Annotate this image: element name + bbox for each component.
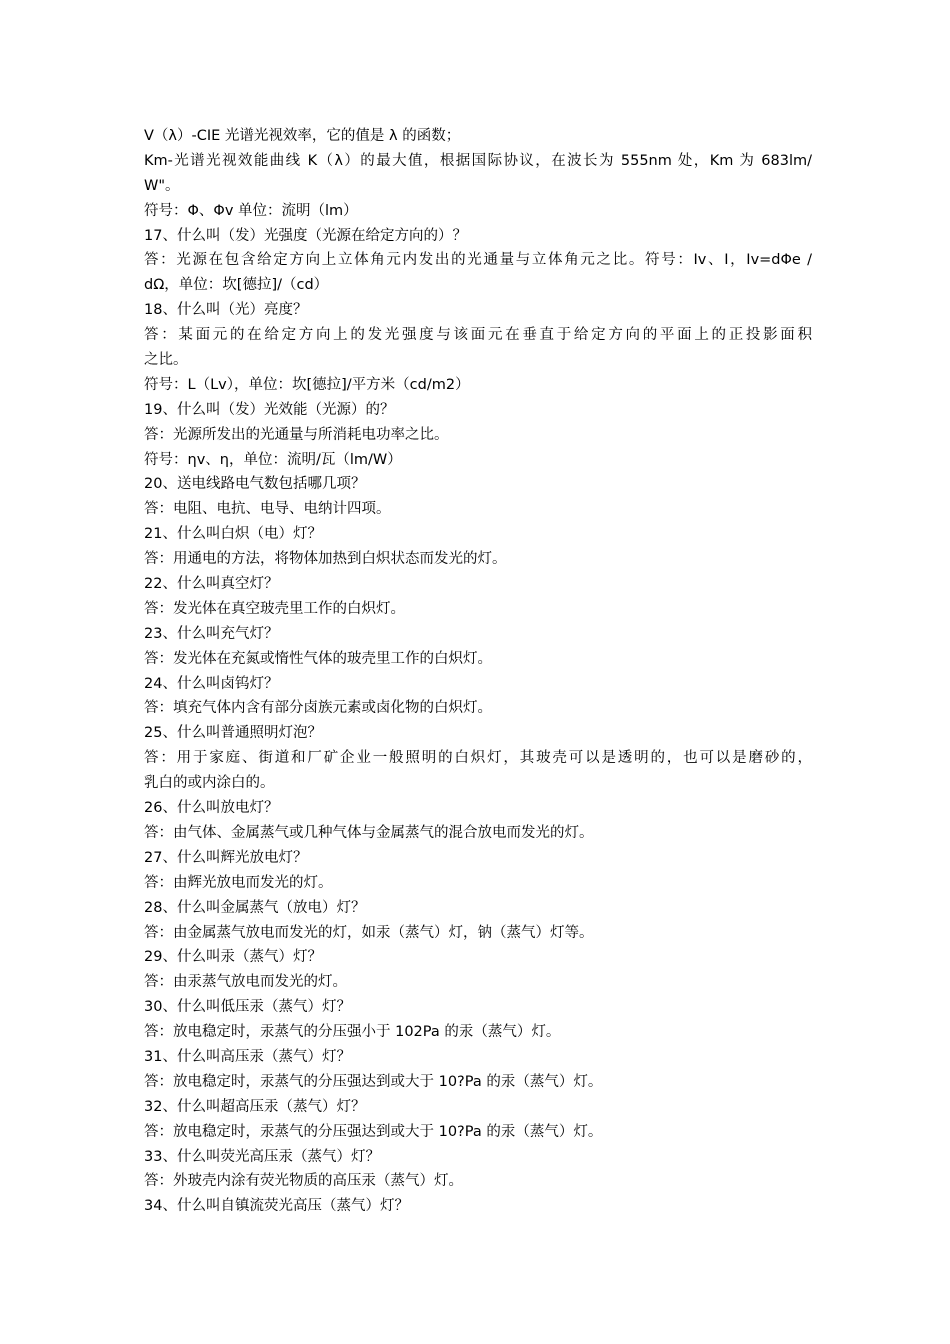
question-31: 31、什么叫高压汞（蒸气）灯？	[144, 1048, 351, 1065]
answer-20: 答：电阻、电抗、电导、电纳计四项。	[144, 501, 391, 518]
answer-32: 答：放电稳定时，汞蒸气的分压强达到或大于 10?Pa 的汞（蒸气）灯。	[144, 1123, 603, 1140]
question-26: 26、什么叫放电灯？	[144, 800, 279, 817]
text-line: V（λ）-CIE 光谱光视效率，它的值是 λ 的函数；	[144, 128, 461, 144]
question-22: 22、什么叫真空灯？	[144, 576, 279, 593]
text-line: 符号：L（Lv），单位：坎[德拉]/平方米（cd/m2）	[144, 376, 470, 393]
question-32: 32、什么叫超高压汞（蒸气）灯？	[144, 1098, 366, 1115]
answer-17: 答：光源在包含给定方向上立体角元内发出的光通量与立体角元之比。符号：Iv、I，Iv=dΦe /	[144, 252, 812, 269]
question-19: 19、什么叫（发）光效能（光源）的？	[144, 401, 395, 418]
question-18: 18、什么叫（光）亮度？	[144, 302, 308, 319]
answer-19: 答：光源所发出的光通量与所消耗电功率之比。	[144, 426, 449, 443]
question-30: 30、什么叫低压汞（蒸气）灯？	[144, 999, 351, 1016]
question-21: 21、什么叫白炽（电）灯？	[144, 526, 322, 543]
answer-30: 答：放电稳定时，汞蒸气的分压强小于 102Pa 的汞（蒸气）灯。	[144, 1024, 561, 1041]
answer-22: 答：发光体在真空玻壳里工作的白炽灯。	[144, 600, 405, 617]
question-20: 20、送电线路电气数包括哪几项？	[144, 476, 366, 493]
answer-33: 答：外玻壳内涂有荧光物质的高压汞（蒸气）灯。	[144, 1173, 463, 1190]
answer-18: 答：某面元的在给定方向上的发光强度与该面元在垂直于给定方向的平面上的正投影面积	[144, 327, 812, 344]
document-body	[144, 124, 812, 1219]
text-line: W"。	[144, 177, 180, 194]
answer-23: 答：发光体在充氮或惰性气体的玻壳里工作的白炽灯。	[144, 650, 492, 667]
text-line: 符号：Φ、Φv 单位：流明（lm）	[144, 202, 358, 219]
question-33: 33、什么叫荧光高压汞（蒸气）灯？	[144, 1148, 380, 1165]
question-24: 24、什么叫卤钨灯？	[144, 675, 279, 692]
text-line: 乳白的或内涂白的。	[144, 775, 275, 792]
answer-27: 答：由辉光放电而发光的灯。	[144, 874, 333, 891]
text-line: 符号：ηv、η，单位：流明/瓦（lm/W）	[144, 451, 402, 468]
question-34: 34、什么叫自镇流荧光高压（蒸气）灯？	[144, 1198, 409, 1215]
text-line: dΩ，单位：坎[德拉]/（cd）	[144, 277, 329, 294]
question-23: 23、什么叫充气灯？	[144, 625, 279, 642]
answer-24: 答：填充气体内含有部分卤族元素或卤化物的白炽灯。	[144, 700, 492, 717]
text-line: 之比。	[144, 352, 188, 369]
answer-31: 答：放电稳定时，汞蒸气的分压强达到或大于 10?Pa 的汞（蒸气）灯。	[144, 1073, 603, 1090]
question-17: 17、什么叫（发）光强度（光源在给定方向的）？	[144, 227, 467, 244]
question-25: 25、什么叫普通照明灯泡？	[144, 725, 322, 742]
question-29: 29、什么叫汞（蒸气）灯？	[144, 949, 322, 966]
answer-29: 答：由汞蒸气放电而发光的灯。	[144, 974, 347, 991]
text-line: Km-光谱光视效能曲线 K（λ）的最大值，根据国际协议，在波长为 555nm 处，Km 为 683lm/	[144, 152, 812, 169]
answer-26: 答：由气体、金属蒸气或几种气体与金属蒸气的混合放电而发光的灯。	[144, 824, 594, 841]
answer-28: 答：由金属蒸气放电而发光的灯，如汞（蒸气）灯，钠（蒸气）灯等。	[144, 924, 594, 941]
question-28: 28、什么叫金属蒸气（放电）灯？	[144, 899, 366, 916]
answer-25: 答：用于家庭、街道和厂矿企业一般照明的白炽灯，其玻壳可以是透明的，也可以是磨砂的，	[144, 750, 812, 767]
answer-21: 答：用通电的方法，将物体加热到白炽状态而发光的灯。	[144, 551, 507, 568]
question-27: 27、什么叫辉光放电灯？	[144, 849, 308, 866]
